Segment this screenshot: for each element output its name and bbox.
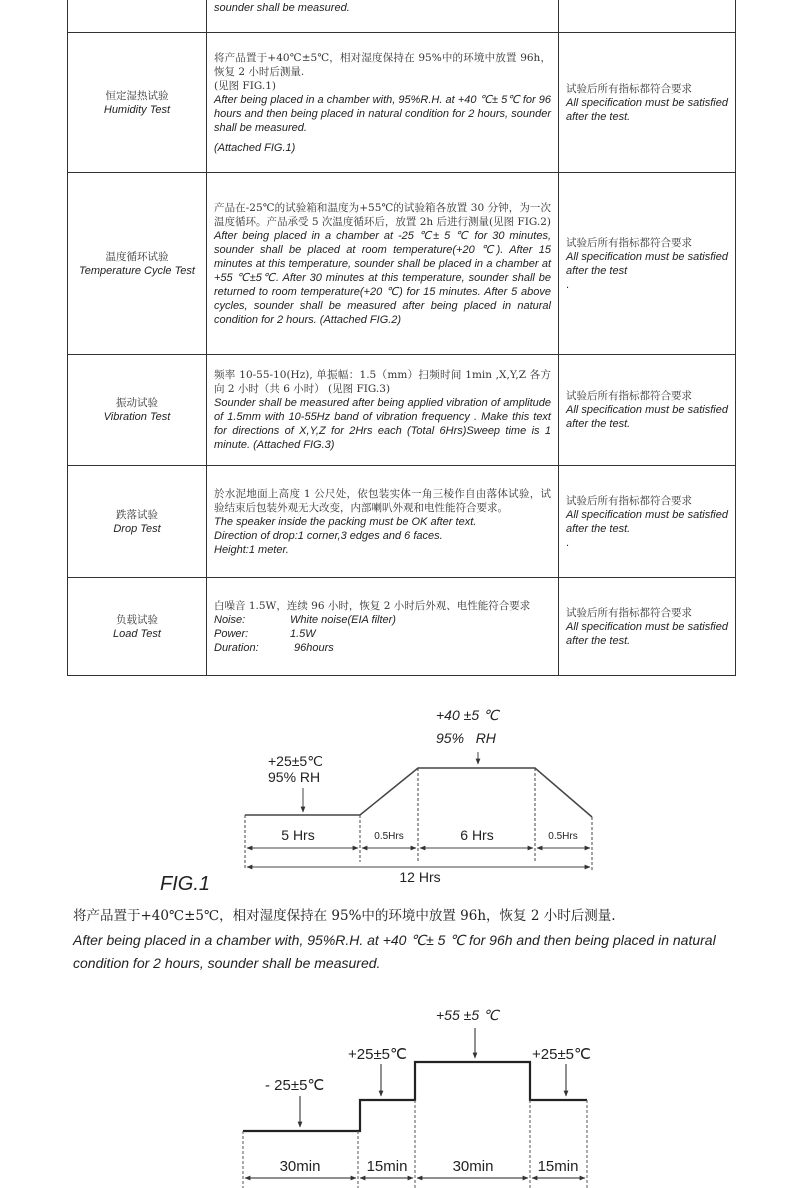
spec-key: Power: (214, 627, 249, 640)
fig1-high-temp: +40 ±5 ℃ (436, 707, 499, 723)
result-zh: 试验后所有指标都符合要求 (566, 390, 692, 402)
spec-value: 96hours (294, 641, 334, 654)
desc-zh: 於水泥地面上高度 1 公尺处，依包装实体一角三棱作自由落体试验，试验结束后包装外观无大改变，内部喇叭外观和电性能符合要求。 (214, 487, 551, 514)
fig2-segment-label: 30min (452, 1158, 494, 1175)
fig1-caption-en: After being placed in a chamber with, 95%R.H. at +40 ℃± 5 ℃ for 96h and then being placed in natural condition for 2 hours, sounder shall be measured. (73, 932, 716, 971)
spec-value: White noise(EIA filter) (290, 613, 396, 626)
test-name-en: Humidity Test (103, 103, 171, 116)
desc-zh: 白噪音 1.5W，连续 96 小时，恢复 2 小时后外观、电性能符合要求 (214, 599, 531, 612)
result-en: All specification must be satisfied after the test. (566, 404, 728, 430)
result-extra: . (566, 278, 570, 291)
test-name-zh: 跌落试验 (116, 508, 158, 521)
fig1-high-rh: 95% RH (436, 730, 496, 746)
result-zh: 试验后所有指标都符合要求 (566, 236, 692, 249)
result-zh: 试验后所有指标都符合要求 (566, 606, 692, 619)
desc-line: Direction of drop:1 corner,3 edges and 6 faces. (214, 529, 443, 542)
fig2-segment-label: 15min (537, 1158, 579, 1175)
test-name-zh: 温度循环试验 (105, 250, 169, 263)
desc-cell: sounder shall be measured. (207, 0, 559, 33)
result-en: All specification must be satisfied after the test. (566, 96, 728, 123)
desc-en: After being placed in a chamber with, 95%R.H. at +40 ℃± 5℃ for 96 hours and then being placed in natural condition for 2 hours, sounder shall be measured. (214, 93, 551, 134)
result-en: All specification must be satisfied after the test (566, 250, 728, 277)
desc-en: After being placed in a chamber at -25 ℃± 5 ℃ for 30 minutes, sounder shall be placed at room temperature(+20 ℃). After 15 minutes at this temperature, sounder shall be placed in a chamber at +55 ℃±5℃. After 30 minutes at this temperature, sounder shall be returned to room temperature(+20 ℃) for 15 minutes. After 5 above cycles, sounder shall be measured after being placed in natural condition for 2 hours. (Attached FIG.2) (214, 229, 551, 326)
result-zh: 试验后所有指标都符合要求 (566, 82, 692, 95)
fig2-high-temp: +55 ±5 ℃ (436, 1007, 499, 1023)
desc-zh: 产品在-25℃的试验箱和温度为+55℃的试验箱各放置 30 分钟，为一次温度循环。产品承受 5 次温度循环后，放置 2h 后进行测量(见图 FIG.2) (214, 201, 551, 228)
spec-key: Noise: (214, 613, 246, 626)
result-extra: . (566, 536, 570, 549)
fig2-segment-label: 15min (366, 1158, 408, 1175)
result-zh: 试验后所有指标都符合要求 (566, 494, 692, 507)
desc-ref: (见图 FIG.1) (214, 79, 276, 92)
desc-attached: (Attached FIG.1) (214, 141, 296, 154)
desc-line: Height:1 meter. (214, 543, 289, 556)
fig1-segment-label: 0.5Hrs (548, 831, 578, 842)
fig2-low-temp: - 25±5℃ (265, 1077, 325, 1094)
fig1-low-rh: 95% RH (268, 769, 321, 785)
test-name-zh: 负载试验 (116, 613, 158, 626)
desc-zh: 频率 10-55-10(Hz), 单振幅：1.5（mm）扫频时间 1min ,X,Y,Z 各方向 2 小时（共 6 小时） (见图 FIG.3) (214, 369, 551, 395)
fig1-total-label: 12 Hrs (399, 869, 441, 885)
spec-value: 1.5W (290, 627, 316, 640)
fig1-caption-zh: 将产品置于+40℃±5℃，相对湿度保持在 95%中的环境中放置 96h，恢复 2 小时后测量. (73, 908, 616, 924)
desc-en: Sounder shall be measured after being applied vibration of amplitude of 1.5mm with 10-55Hz band of vibration frequency . Make this text for directions of X,Y,Z for 2Hrs each (Total 6Hrs)Sweep time is 1 minute. (Attached FIG.3) (214, 397, 551, 451)
test-name-en: Drop Test (113, 522, 161, 535)
test-name-en: Temperature Cycle Test (79, 264, 195, 277)
fig1-title: FIG.1 (160, 873, 211, 895)
fig2-mid-temp-left: +25±5℃ (348, 1046, 407, 1063)
result-en: All specification must be satisfied after the test. (566, 508, 728, 535)
fig2-mid-temp-right: +25±5℃ (532, 1046, 591, 1063)
test-name-en: Vibration Test (103, 411, 171, 423)
desc-zh: 将产品置于+40℃±5℃，相对湿度保持在 95%中的环境中放置 96h，恢复 2 小时后测量. (214, 51, 551, 78)
spec-key: Duration: (214, 641, 259, 654)
test-name-zh: 振动试验 (116, 397, 158, 409)
fig1-low-temp: +25±5℃ (268, 753, 323, 769)
fig1-segment-label: 0.5Hrs (374, 831, 404, 842)
test-name-zh: 恒定湿热试验 (105, 89, 169, 102)
test-name-en: Load Test (113, 627, 161, 640)
fig1-segment-label: 5 Hrs (281, 827, 315, 843)
fig1-segment-label: 6 Hrs (460, 827, 494, 843)
desc-line: The speaker inside the packing must be OK after text. (214, 515, 477, 528)
result-en: All specification must be satisfied after the test. (566, 620, 728, 647)
fig2-segment-label: 30min (279, 1158, 321, 1175)
